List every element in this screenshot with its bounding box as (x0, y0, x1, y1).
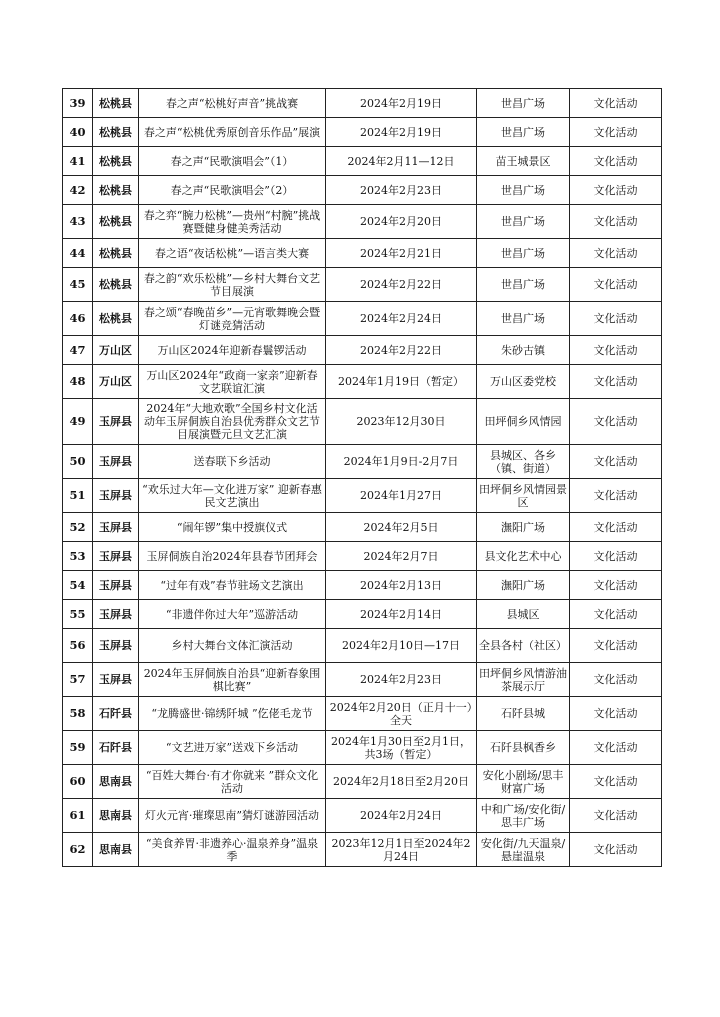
table-row (63, 205, 662, 239)
table-row (63, 336, 662, 365)
activity-type-cell: 文化活动 (570, 147, 662, 176)
activity-type-cell: 文化活动 (570, 663, 662, 697)
activity-name-cell: “龙腾盛世·锦绣阡城 ”仡佬毛龙节 (139, 697, 326, 731)
venue-cell: 世昌广场 (477, 268, 570, 302)
row-number: 62 (63, 833, 93, 867)
activity-name-cell: “文艺进万家”送戏下乡活动 (139, 731, 326, 765)
activity-name-cell: 春之声“民歌演唱会”（1） (139, 147, 326, 176)
activity-type-cell: 文化活动 (570, 479, 662, 513)
date-cell: 2024年2月22日 (326, 336, 477, 365)
venue-cell: 安化小剧场/思丰财富广场 (477, 765, 570, 799)
table-row (63, 600, 662, 629)
activity-type-cell: 文化活动 (570, 833, 662, 867)
row-number: 46 (63, 302, 93, 336)
county-cell: 玉屏县 (93, 663, 139, 697)
table-row (63, 697, 662, 731)
table-row (63, 399, 662, 445)
county-cell: 思南县 (93, 833, 139, 867)
date-cell: 2024年2月21日 (326, 239, 477, 268)
date-cell: 2024年2月10日—17日 (326, 629, 477, 663)
venue-cell: 田坪侗乡风情游油茶展示厅 (477, 663, 570, 697)
row-number: 41 (63, 147, 93, 176)
date-cell: 2024年2月14日 (326, 600, 477, 629)
table-row (63, 176, 662, 205)
county-cell: 松桃县 (93, 89, 139, 118)
activity-type-cell: 文化活动 (570, 89, 662, 118)
venue-cell: 全县各村（社区） (477, 629, 570, 663)
row-number: 52 (63, 513, 93, 542)
activity-name-cell: “美食养胃·非遗养心·温泉养身”温泉季 (139, 833, 326, 867)
venue-cell: 潕阳广场 (477, 513, 570, 542)
row-number: 40 (63, 118, 93, 147)
activity-name-cell: “过年有戏”春节驻场文艺演出 (139, 571, 326, 600)
venue-cell: 世昌广场 (477, 205, 570, 239)
activity-type-cell: 文化活动 (570, 365, 662, 399)
venue-cell: 田坪侗乡风情园 (477, 399, 570, 445)
row-number: 57 (63, 663, 93, 697)
county-cell: 玉屏县 (93, 479, 139, 513)
venue-cell: 世昌广场 (477, 118, 570, 147)
county-cell: 玉屏县 (93, 571, 139, 600)
row-number: 60 (63, 765, 93, 799)
county-cell: 石阡县 (93, 697, 139, 731)
date-cell: 2024年2月13日 (326, 571, 477, 600)
venue-cell: 朱砂古镇 (477, 336, 570, 365)
row-number: 58 (63, 697, 93, 731)
table-row (63, 147, 662, 176)
date-cell: 2024年2月19日 (326, 118, 477, 147)
table-row (63, 118, 662, 147)
row-number: 39 (63, 89, 93, 118)
county-cell: 思南县 (93, 765, 139, 799)
date-cell: 2024年2月7日 (326, 542, 477, 571)
date-cell: 2024年2月18日至2月20日 (326, 765, 477, 799)
row-number: 50 (63, 445, 93, 479)
date-cell: 2024年2月19日 (326, 89, 477, 118)
activity-type-cell: 文化活动 (570, 571, 662, 600)
activity-name-cell: 春之语“夜话松桃”—语言类大赛 (139, 239, 326, 268)
date-cell: 2024年2月22日 (326, 268, 477, 302)
date-cell: 2024年2月20日 (326, 205, 477, 239)
activity-name-cell: 灯火元宵·璀璨思南”猜灯谜游园活动 (139, 799, 326, 833)
activity-name-cell: 春之声“松桃优秀原创音乐作品”展演 (139, 118, 326, 147)
venue-cell: 潕阳广场 (477, 571, 570, 600)
county-cell: 松桃县 (93, 205, 139, 239)
county-cell: 玉屏县 (93, 629, 139, 663)
table-row (63, 799, 662, 833)
activity-type-cell: 文化活动 (570, 336, 662, 365)
table-row (63, 731, 662, 765)
activity-type-cell: 文化活动 (570, 205, 662, 239)
table-row (63, 542, 662, 571)
activity-type-cell: 文化活动 (570, 542, 662, 571)
activity-name-cell: 春之弈“腕力松桃”—贵州“村腕”挑战赛暨健身健美秀活动 (139, 205, 326, 239)
county-cell: 玉屏县 (93, 445, 139, 479)
activity-type-cell: 文化活动 (570, 697, 662, 731)
table-row (63, 268, 662, 302)
activity-type-cell: 文化活动 (570, 118, 662, 147)
row-number: 42 (63, 176, 93, 205)
date-cell: 2024年1月9日-2月7日 (326, 445, 477, 479)
row-number: 55 (63, 600, 93, 629)
venue-cell: 世昌广场 (477, 302, 570, 336)
county-cell: 松桃县 (93, 176, 139, 205)
table-row (63, 513, 662, 542)
county-cell: 玉屏县 (93, 399, 139, 445)
row-number: 43 (63, 205, 93, 239)
activity-name-cell: “非遗伴你过大年”巡游活动 (139, 600, 326, 629)
row-number: 59 (63, 731, 93, 765)
venue-cell: 苗王城景区 (477, 147, 570, 176)
activity-type-cell: 文化活动 (570, 399, 662, 445)
venue-cell: 石阡县城 (477, 697, 570, 731)
county-cell: 万山区 (93, 336, 139, 365)
activity-type-cell: 文化活动 (570, 176, 662, 205)
activity-table (62, 88, 662, 867)
activity-name-cell: 春之声“民歌演唱会”（2） (139, 176, 326, 205)
venue-cell: 县城区、各乡（镇、街道） (477, 445, 570, 479)
county-cell: 松桃县 (93, 268, 139, 302)
table-row (63, 833, 662, 867)
activity-name-cell: 春之声“松桃好声音”挑战赛 (139, 89, 326, 118)
row-number: 56 (63, 629, 93, 663)
row-number: 47 (63, 336, 93, 365)
activity-type-cell: 文化活动 (570, 445, 662, 479)
date-cell: 2024年1月27日 (326, 479, 477, 513)
venue-cell: 中和广场/安化街/思丰广场 (477, 799, 570, 833)
activity-name-cell: 送春联下乡活动 (139, 445, 326, 479)
activity-type-cell: 文化活动 (570, 799, 662, 833)
date-cell: 2024年2月20日（正月十一）全天 (326, 697, 477, 731)
table-row (63, 302, 662, 336)
date-cell: 2024年2月23日 (326, 176, 477, 205)
date-cell: 2024年2月5日 (326, 513, 477, 542)
activity-type-cell: 文化活动 (570, 302, 662, 336)
row-number: 49 (63, 399, 93, 445)
row-number: 48 (63, 365, 93, 399)
table-row (63, 365, 662, 399)
table-row (63, 445, 662, 479)
row-number: 44 (63, 239, 93, 268)
date-cell: 2024年2月24日 (326, 799, 477, 833)
row-number: 54 (63, 571, 93, 600)
county-cell: 松桃县 (93, 239, 139, 268)
county-cell: 玉屏县 (93, 600, 139, 629)
county-cell: 松桃县 (93, 118, 139, 147)
activity-type-cell: 文化活动 (570, 629, 662, 663)
date-cell: 2024年2月24日 (326, 302, 477, 336)
row-number: 53 (63, 542, 93, 571)
table-row (63, 571, 662, 600)
table-row (63, 89, 662, 118)
date-cell: 2024年2月23日 (326, 663, 477, 697)
activity-type-cell: 文化活动 (570, 268, 662, 302)
county-cell: 松桃县 (93, 147, 139, 176)
row-number: 51 (63, 479, 93, 513)
activity-name-cell: 春之韵“欢乐松桃”—乡村大舞台文艺节目展演 (139, 268, 326, 302)
activity-name-cell: “闹年锣”集中授旗仪式 (139, 513, 326, 542)
activity-table-body (63, 89, 662, 867)
table-row (63, 239, 662, 268)
venue-cell: 石阡县枫香乡 (477, 731, 570, 765)
activity-type-cell: 文化活动 (570, 239, 662, 268)
date-cell: 2024年1月30日至2月1日，共3场（暂定） (326, 731, 477, 765)
activity-name-cell: “欢乐过大年—文化进万家” 迎新春惠民文艺演出 (139, 479, 326, 513)
date-cell: 2023年12月1日至2024年2月24日 (326, 833, 477, 867)
activity-name-cell: “百姓大舞台·有才你就来 ”群众文化活动 (139, 765, 326, 799)
venue-cell: 世昌广场 (477, 176, 570, 205)
county-cell: 万山区 (93, 365, 139, 399)
date-cell: 2024年2月11—12日 (326, 147, 477, 176)
venue-cell: 县城区 (477, 600, 570, 629)
table-row (63, 765, 662, 799)
activity-name-cell: 2024年玉屏侗族自治县“迎新春象围棋比赛” (139, 663, 326, 697)
table-row (63, 479, 662, 513)
venue-cell: 安化街/九天温泉/悬崖温泉 (477, 833, 570, 867)
county-cell: 松桃县 (93, 302, 139, 336)
table-row (63, 663, 662, 697)
county-cell: 玉屏县 (93, 542, 139, 571)
activity-name-cell: 乡村大舞台文体汇演活动 (139, 629, 326, 663)
activity-name-cell: 2024年“大地欢歌”全国乡村文化活动年玉屏侗族自治县优秀群众文艺节目展演暨元旦文艺汇演 (139, 399, 326, 445)
venue-cell: 世昌广场 (477, 89, 570, 118)
venue-cell: 世昌广场 (477, 239, 570, 268)
county-cell: 石阡县 (93, 731, 139, 765)
date-cell: 2024年1月19日（暂定） (326, 365, 477, 399)
activity-name-cell: 玉屏侗族自治2024年县春节团拜会 (139, 542, 326, 571)
venue-cell: 万山区委党校 (477, 365, 570, 399)
activity-type-cell: 文化活动 (570, 600, 662, 629)
activity-name-cell: 万山区2024年“政商一家亲”迎新春文艺联谊汇演 (139, 365, 326, 399)
activity-name-cell: 春之颂“春晚苗乡”—元宵歌舞晚会暨灯谜竞猜活动 (139, 302, 326, 336)
row-number: 61 (63, 799, 93, 833)
county-cell: 玉屏县 (93, 513, 139, 542)
activity-type-cell: 文化活动 (570, 731, 662, 765)
activity-name-cell: 万山区2024年迎新春鬟锣活动 (139, 336, 326, 365)
activity-type-cell: 文化活动 (570, 513, 662, 542)
row-number: 45 (63, 268, 93, 302)
table-row (63, 629, 662, 663)
county-cell: 思南县 (93, 799, 139, 833)
activity-type-cell: 文化活动 (570, 765, 662, 799)
venue-cell: 田坪侗乡风情园景区 (477, 479, 570, 513)
date-cell: 2023年12月30日 (326, 399, 477, 445)
venue-cell: 县文化艺术中心 (477, 542, 570, 571)
